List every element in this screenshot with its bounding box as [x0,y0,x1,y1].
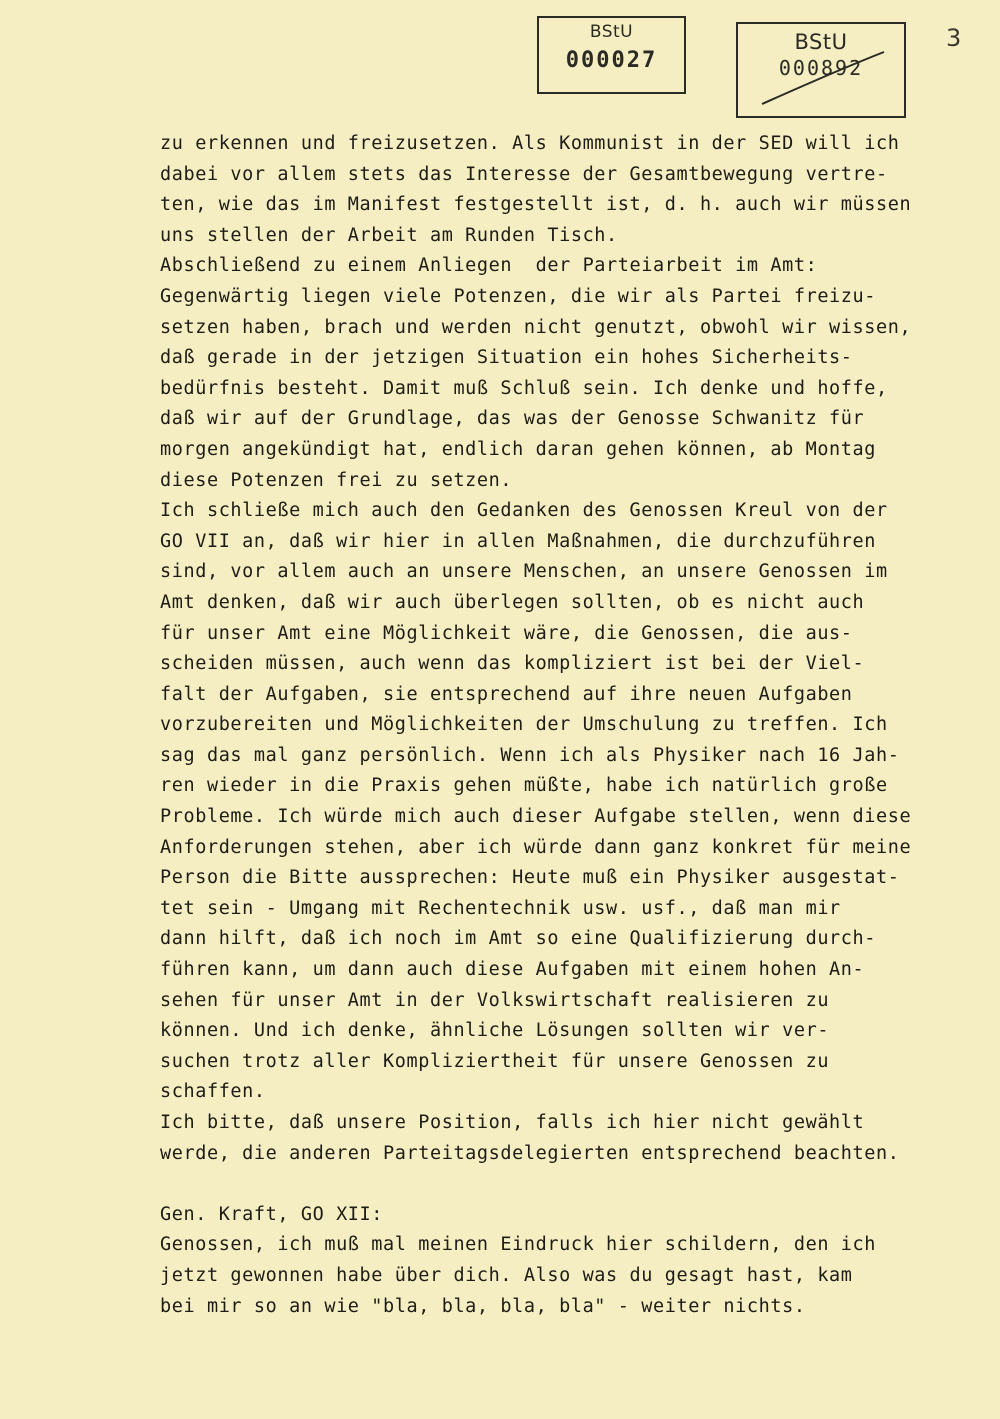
text-line: werde, die anderen Parteitagsdelegierten entsprechend beachten. [160,1142,900,1164]
text-line: jetzt gewonnen habe über dich. Also was du gesagt hast, kam [160,1264,853,1286]
text-line: führen kann, um dann auch diese Aufgaben mit einem hohen An- [160,959,865,981]
document-body [160,129,960,1322]
text-line: Anforderungen stehen, aber ich würde dann ganz konkret für meine [160,836,912,858]
stamp-number: 000027 [565,48,658,73]
text-line: suchen trotz aller Kompliziertheit für unsere Genossen zu [160,1050,830,1072]
text-line: sag das mal ganz persönlich. Wenn ich als Physiker nach 16 Jah- [160,744,900,766]
text-line: Ich bitte, daß unsere Position, falls ich hier nicht gewählt [160,1112,865,1133]
text-line: sehen für unser Amt in der Volkswirtschaft realisieren zu [160,989,830,1011]
text-line: diese Potenzen frei zu setzen. [160,469,513,491]
text-line: bei mir so an wie "bla, bla, bla, bla" - weiter nichts. [160,1295,806,1317]
text-line: vorzubereiten und Möglichkeiten der Umschulung zu treffen. Ich [160,714,888,736]
text-line: Probleme. Ich würde mich auch dieser Aufgabe stellen, wenn diese [160,806,912,828]
text-line: Ich schließe mich auch den Gedanken des Genossen Kreul von der [160,500,888,522]
strike-through-mark [758,48,888,108]
text-line: Abschließend zu einem Anliegen der Parteiarbeit im Amt: [160,255,818,277]
stamp-label: BStU [794,30,848,54]
text-line: daß gerade in der jetzigen Situation ein hohes Sicherheits- [160,347,853,369]
text-line: setzen haben, brach und werden nicht genutzt, obwohl wir wissen, [160,316,912,338]
text-line: ren wieder in die Praxis gehen müßte, habe ich natürlich große [160,775,888,797]
stamp-label: BStU [589,22,634,42]
text-line: Gegenwärtig liegen viele Potenzen, die wir als Partei freizu- [160,285,877,307]
archive-stamp-2 [736,22,906,118]
text-line: scheiden müssen, auch wenn das kompliziert ist bei der Viel- [160,653,865,675]
text-line: morgen angekündigt hat, endlich daran gehen können, ab Montag [160,438,877,460]
text-line: bedürfnis besteht. Damit muß Schluß sein. Ich denke und hoffe, [160,377,888,399]
text-line: daß wir auf der Grundlage, das was der Genosse Schwanitz für [160,408,865,430]
text-line: ten, wie das im Manifest festgestellt ist, d. h. auch wir müssen [160,194,912,216]
paragraph-gap [160,1169,960,1200]
text-line: zu erkennen und freizusetzen. Als Kommunist in der SED will ich [160,133,900,154]
text-line: Person die Bitte aussprechen: Heute muß ein Physiker ausgestat- [160,867,900,889]
text-line: GO VII an, daß wir hier in allen Maßnahmen, die durchzuführen [160,530,877,552]
text-line: Amt denken, daß wir auch überlegen sollten, ob es nicht auch [160,591,865,613]
text-line: uns stellen der Arbeit am Runden Tisch. [160,224,618,246]
archive-stamp-1 [537,16,686,94]
text-line: dann hilft, daß ich noch im Amt so eine Qualifizierung durch- [160,928,877,950]
text-line: schaffen. [160,1081,266,1103]
text-line: für unser Amt eine Möglichkeit wäre, die Genossen, die aus- [160,622,853,644]
stamp-number-struck: 000892 [778,56,864,80]
text-line: können. Und ich denke, ähnliche Lösungen sollten wir ver- [160,1020,830,1042]
text-line: falt der Aufgaben, sie entsprechend auf ihre neuen Aufgaben [160,683,853,705]
text-line: dabei vor allem stets das Interesse der Gesamtbewegung vertre- [160,163,888,185]
text-line: tet sein - Umgang mit Rechentechnik usw. usf., daß man mir [160,897,841,919]
text-line: sind, vor allem auch an unsere Menschen, an unsere Genossen im [160,561,888,583]
text-line: Genossen, ich muß mal meinen Eindruck hier schildern, den ich [160,1234,877,1256]
speaker-heading: Gen. Kraft, GO XII: [160,1203,384,1225]
page-number: 3 [946,24,962,52]
